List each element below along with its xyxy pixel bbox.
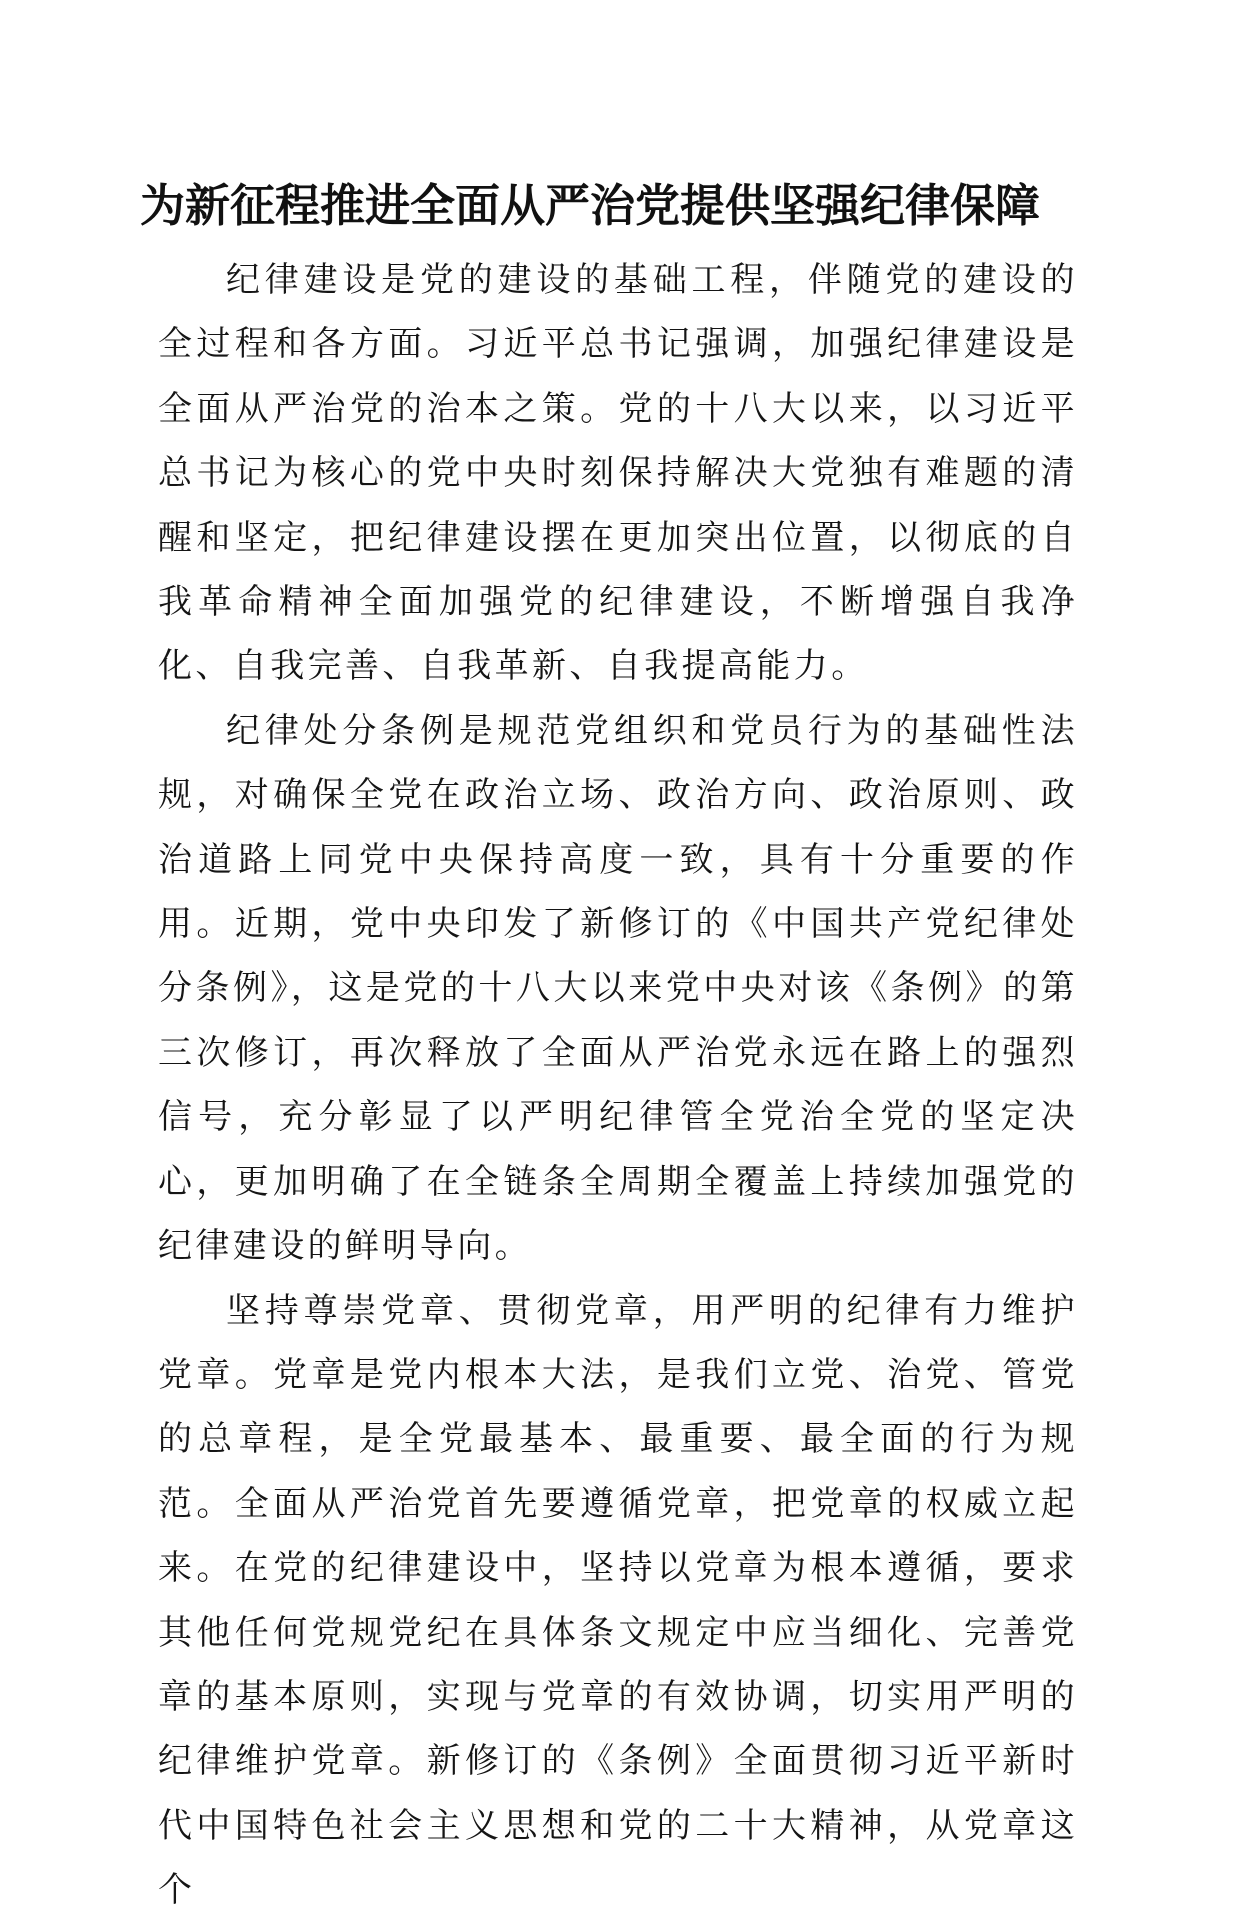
paragraph-1: 纪律建设是党的建设的基础工程，伴随党的建设的全过程和各方面。习近平总书记强调，加强纪律建设是全面从严治党的治本之策。党的十八大以来，以习近平总书记为核心的党中央时刻保持解决大党独有难题的清醒和坚定，把纪律建设摆在更加突出位置，以彻底的自我革命精神全面加强党的纪律建设，不断增强自我净化、自我完善、自我革新、自我提高能力。 — [158, 260, 1078, 687]
document-body — [158, 248, 1078, 1923]
paragraph-3: 坚持尊崇党章、贯彻党章，用严明的纪律有力维护党章。党章是党内根本大法，是我们立党、治党、管党的总章程，是全党最基本、最重要、最全面的行为规范。全面从严治党首先要遵循党章，把党章的权威立起来。在党的纪律建设中，坚持以党章为根本遵循，要求其他任何党规党纪在具体条文规定中应当细化、完善党章的基本原则，实现与党章的有效协调，切实用严明的纪律维护党章。新修订的《条例》全面贯彻习近平新时代中国特色社会主义思想和党的二十大精神，从党章这个 — [158, 1290, 1078, 1911]
document-title: 为新征程推进全面从严治党提供坚强纪律保障 — [140, 179, 1041, 232]
paragraph-2: 纪律处分条例是规范党组织和党员行为的基础性法规，对确保全党在政治立场、政治方向、政治原则、政治道路上同党中央保持高度一致，具有十分重要的作用。近期，党中央印发了新修订的《中国共产党纪律处分条例》，这是党的十八大以来党中央对该《条例》的第三次修订，再次释放了全面从严治党永远在路上的强烈信号，充分彰显了以严明纪律管全党治全党的坚定决心，更加明确了在全链条全周期全覆盖上持续加强党的纪律建设的鲜明导向。 — [158, 710, 1078, 1267]
